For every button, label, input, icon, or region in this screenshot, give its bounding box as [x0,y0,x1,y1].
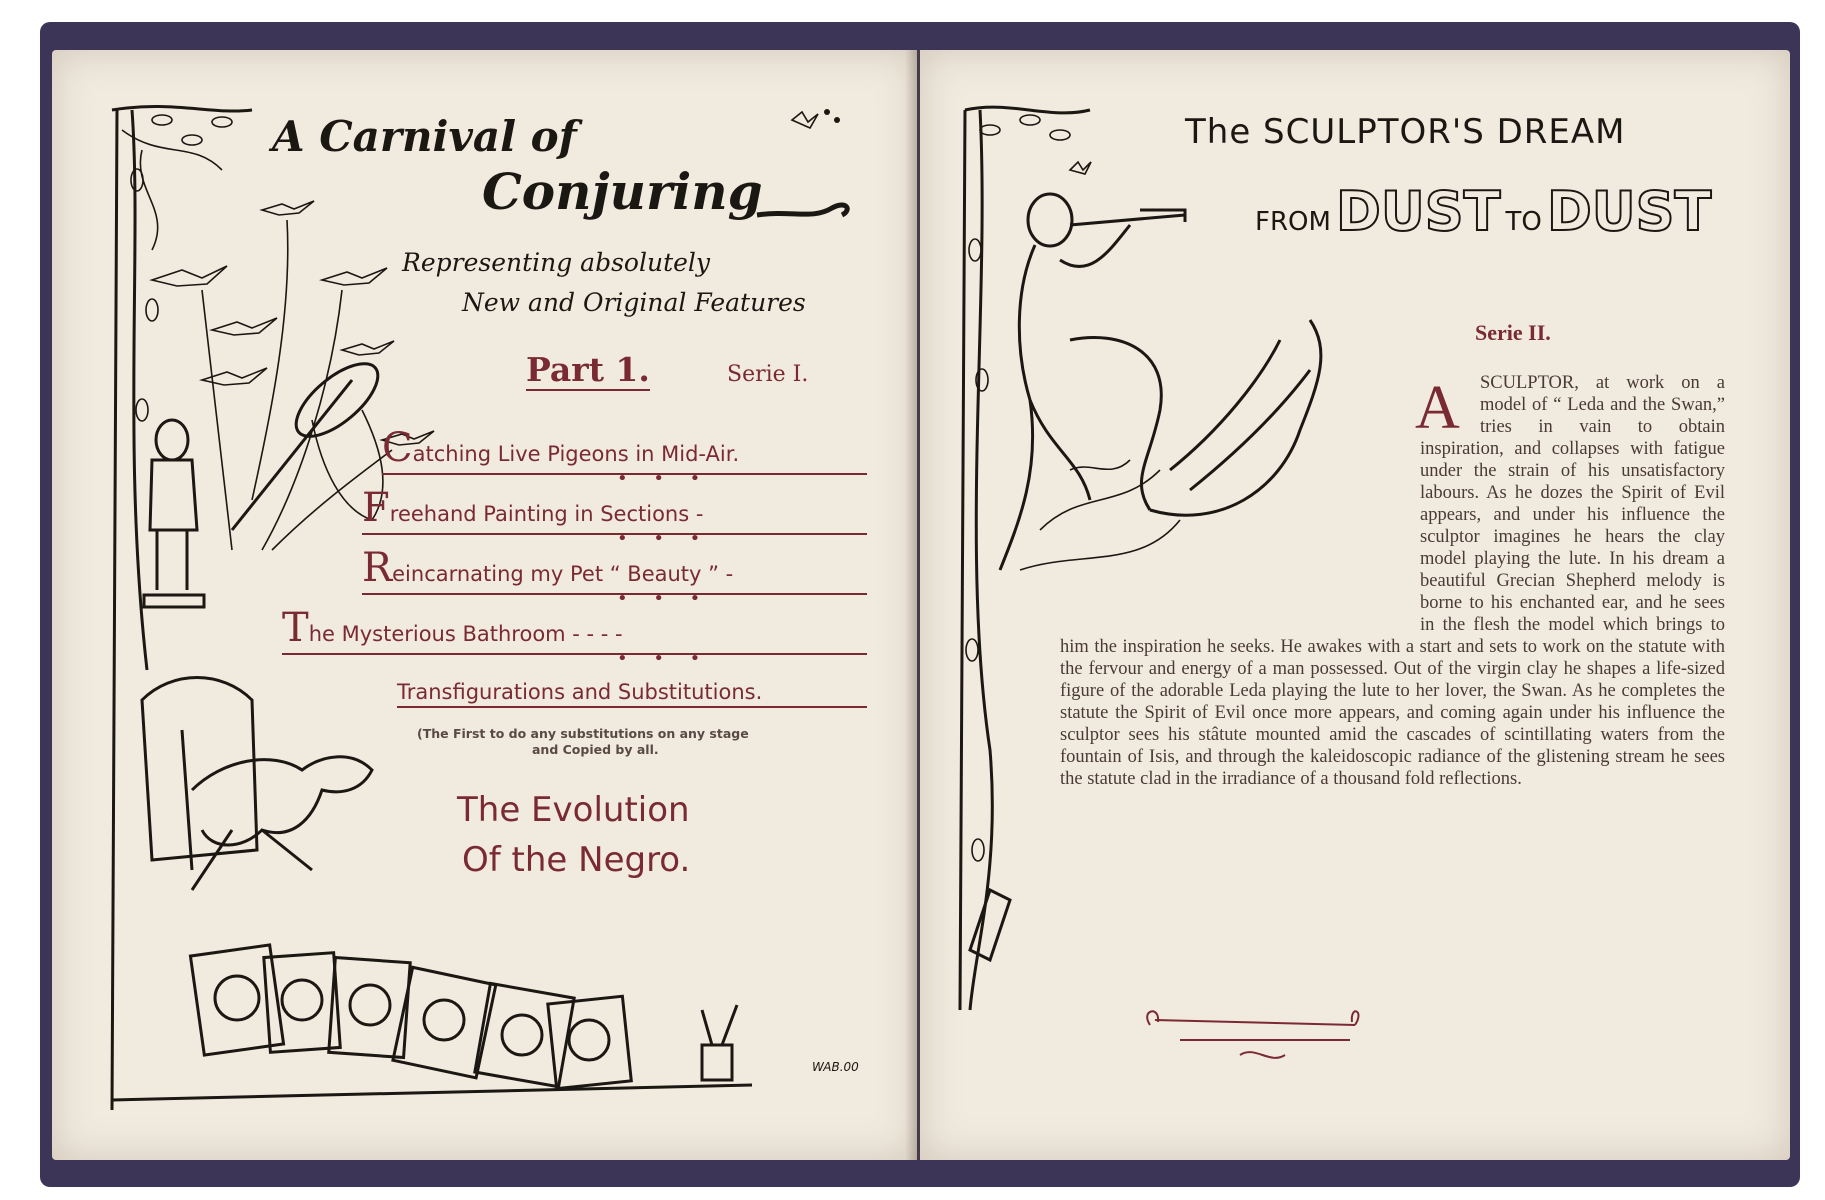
serie-label: Serie I. [727,362,809,387]
part-label: Part 1. [526,350,650,389]
list-item [362,545,867,595]
list-item-text: reehand Painting in Sections - [389,502,704,526]
list-item [362,485,867,535]
list-item-text: atching Live Pigeons in Mid-Air. [412,442,740,466]
footnote-line-1: (The First to do any substitutions on any stage [417,726,749,741]
list-item-capital: T [282,605,309,651]
right-title-line-1: The SCULPTOR'S DREAM [1185,112,1626,152]
list-item-text: Transfigurations and Substitutions. [397,680,763,704]
article-text: SCULPTOR, at work on a model of “ Leda and the Swan,” tries in vain to obtain inspiration, and collapses with fatigue under the strain of his unsatisfactory labours. As he dozes the Spirit of Evil appears, and under his influence the sculptor imagines he hears the clay model playing the lute. In his dream a beautiful Grecian Shepherd melody is borne to his enchanted ear, and he sees in the flesh the model which brings to him the inspiration he seeks. He awakes with a start and sets to work on the statute with the fervour and energy of a man possessed. Out of the virgin clay he shapes a life-sized figure of the adorable Leda playing the lute to her lover, the Swan. As he completes the statute the Spirit of Evil once more appears, and coming again under his influence the sculptor sees his stâtute mounted amid the cascades of scintillating waters from the fountain of Isis, and through the kaleidoscopic radiance of the glistening stream he sees the statute clad in the irradiance of a thousand fold reflections. [1060,373,1725,789]
divider-dots: • • • [617,588,711,609]
divider-dots: • • • [617,648,711,669]
list-item-capital: R [362,545,393,591]
left-page [52,50,917,1160]
title-line-2: Conjuring [482,162,763,221]
list-item-text: eincarnating my Pet “ Beauty ” - [392,562,734,586]
article-body [1060,372,1725,790]
title-word-dust: DUST [1336,180,1501,243]
artist-signature: WAB.00 [812,1060,859,1074]
closing-line-1: The Evolution [457,790,690,830]
footnote-line-2: and Copied by all. [532,742,659,757]
list-item-text: he Mysterious Bathroom - - - - [308,622,623,646]
drop-cap: A [1415,374,1460,442]
drop-cap-space [1420,372,1480,432]
right-page [920,50,1790,1160]
title-flourish [752,190,862,230]
title-word-from: FROM [1255,207,1331,237]
closing-line-2: Of the Negro. [462,840,691,880]
list-item [397,680,867,708]
divider-dots: • • • [617,528,711,549]
list-item-capital: F [362,485,390,531]
title-word-dust-2: DUST [1546,180,1712,243]
divider-dots: • • • [617,468,711,489]
subtitle-line-2: New and Original Features [462,288,806,317]
list-item-capital: C [382,425,413,471]
title-word-to: TO [1505,207,1542,237]
right-serie-label: Serie II. [1475,320,1551,345]
list-item [282,605,867,655]
title-line-1: A Carnival of [272,112,577,161]
subtitle-line-1: Representing absolutely [402,248,711,277]
illustration-wrap-space [1060,372,1420,622]
right-title-line-2 [1255,180,1711,243]
